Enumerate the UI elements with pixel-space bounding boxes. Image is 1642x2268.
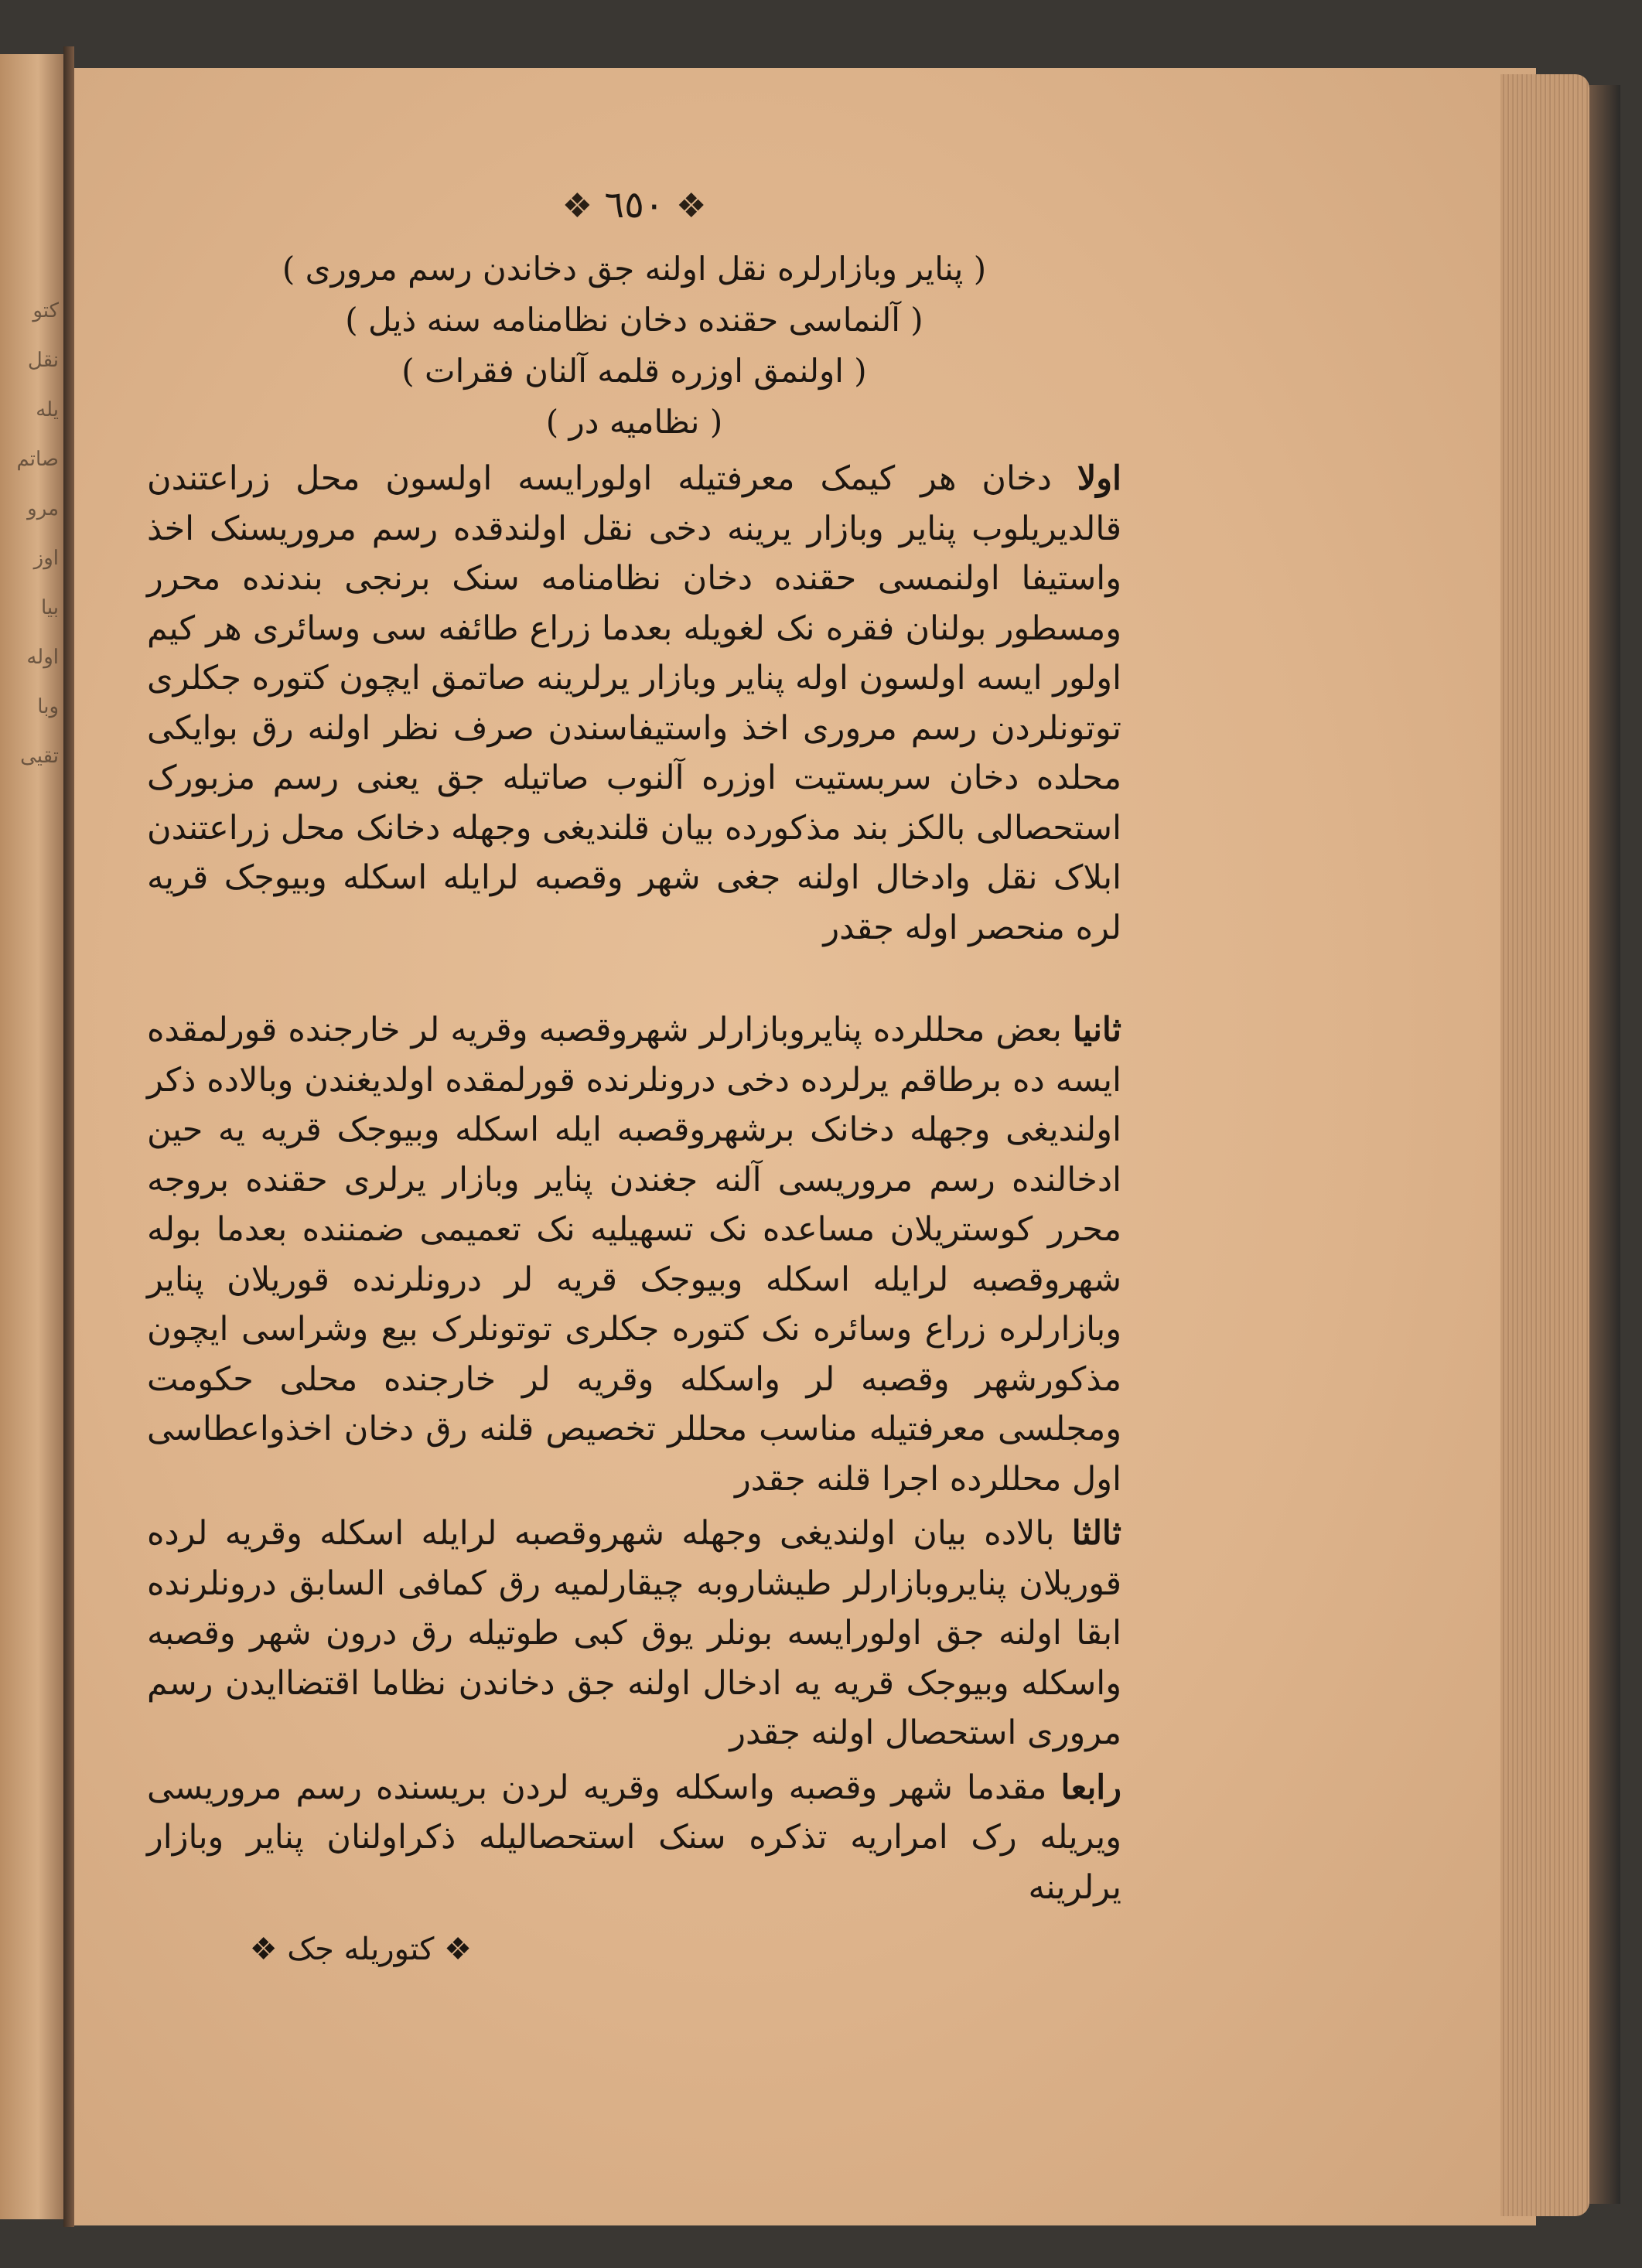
left-fragment: مرو	[27, 497, 59, 520]
page-edges	[1500, 74, 1589, 2216]
left-page-text-fragments	[5, 286, 59, 781]
left-fragment: بیا	[40, 596, 59, 619]
heading-line: ( اولنمق اوزره قلمه آلنان فقرات )	[401, 352, 867, 390]
left-fragment: یله	[36, 398, 59, 421]
ornament-icon: ❖	[675, 186, 707, 226]
page-number-value: ٦٥٠	[604, 183, 664, 227]
page-content	[147, 182, 1121, 1973]
paragraph-fourth	[147, 1763, 1121, 1913]
left-fragment: اوز	[33, 547, 59, 570]
left-fragment: اوله	[26, 646, 59, 669]
ornament-icon: ❖	[444, 1932, 472, 1967]
left-fragment: صاتم	[16, 448, 59, 471]
page-edge-shadow	[1589, 85, 1620, 2204]
paragraph-text: مقدما شهر وقصبه واسکله وقریه لردن بریسنده رسم مروریسی ویریله رک امراریه تذکره سنک استحصالیله ذکراولنان پنایر وبازار یرلرینه	[147, 1768, 1121, 1907]
left-page-edge	[0, 54, 63, 2219]
paragraph-text: دخان هر کیمک معرفتیله اولورایسه اولسون محل زراعتندن قالدیریلوب پنایر وبازار یرینه دخی نقل اولندقده رسم مروریسنک اخذ واستیفا اولنمسی حقنده دخان نظامنامه سنک برنجی بندنده محرر ومسطور بولنان فقره نک لغویله بعدما زراع طائفه سی وسائری هر کیم اولور ایسه اولسون اوله پنایر وبازار یرلرینه صاتمق ایچون کتوره جکلری توتونلردن رسم مروری اخذ واستیفاسندن صرف نظر اولنه رق بوایکی محلده دخان سربستیت اوزره آلنوب صاتیله جق یعنی رسم مزبورک استحصالی بالکز بند مذکورده بیان قلندیغی وجهله دخانک محل زراعتندن ابلاک نقل وادخال اولنه جغی شهر وقصبه لرایله اسکله وبیوجک قریه لره منحصر اوله جقدر	[147, 459, 1121, 947]
heading-line: ( نظامیه در )	[545, 403, 723, 441]
heading-line: ( پنایر وبازارلره نقل اولنه جق دخاندن رسم مروری )	[282, 250, 987, 288]
left-fragment: تقیی	[20, 745, 59, 768]
paragraph-third	[147, 1509, 1121, 1758]
catchword	[147, 1926, 472, 1973]
page-number	[147, 182, 1121, 230]
paragraph-second	[147, 1005, 1121, 1504]
paragraph-first	[147, 454, 1121, 953]
paragraph-text: بالاده بیان اولندیغی وجهله شهروقصبه لرایله اسکله وقریه لرده قوریلان پنایروبازارلر طیشاروبه چیقارلمیه رق کمافی السابق درونلرنده ابقا اولنه جق اولورایسه بونلر یوق کبی طوتیله رق درون شهر وقصبه واسکله وبیوجک قریه یه ادخال اولنه جق دخاندن نظاما اقتضاایدن رسم مروری استحصال اولنه جقدر	[147, 1514, 1121, 1752]
ornament-icon: ❖	[249, 1932, 278, 1967]
ornament-icon: ❖	[562, 186, 593, 226]
left-fragment: نقل	[27, 349, 59, 372]
left-fragment: وبا	[37, 695, 59, 718]
paragraph-lead: رابعا	[1060, 1768, 1121, 1807]
paragraph-lead: ثانیا	[1072, 1011, 1122, 1049]
paragraph-text: بعض محللرده پنایروبازارلر شهروقصبه وقریه لر خارجنده قورلمقده ایسه ده برطاقم یرلرده دخی درونلرنده قورلمقده اولدیغندن وبالاده ذکر اولندیغی وجهله دخانک برشهروقصبه ایله اسکله وبیوجک قریه یه حین ادخالنده رسم مروریسی آلنه جغندن پنایر وبازار یرلری حقنده بروجه محرر کوستریلان مساعده نک تسهیلیه نک تعمیمی ضمننده بعدما بوله شهروقصبه لرایله اسکله وبیوجک قریه لر درونلرنده قوریلان پنایر وبازارلره زراع وسائره نک کتوره جکلری توتونلرک بیع وشراسی ایچون مذکورشهر وقصبه لر واسکله وقریه لر خارجنده محلی حکومت ومجلسی معرفتیله مناسب محللر تخصیص قلنه رق دخان اخذواعطاسی اول محللرده اجرا قلنه جقدر	[147, 1011, 1121, 1499]
book-gutter	[63, 46, 74, 2227]
heading-line: ( آلنماسی حقنده دخان نظامنامه سنه ذیل )	[345, 301, 923, 339]
catchword-text: کتوریله جک	[287, 1932, 435, 1967]
left-fragment: کتو	[32, 299, 59, 322]
paragraph-lead: ثالثا	[1071, 1514, 1121, 1553]
paragraph-lead: اولا	[1077, 459, 1121, 498]
